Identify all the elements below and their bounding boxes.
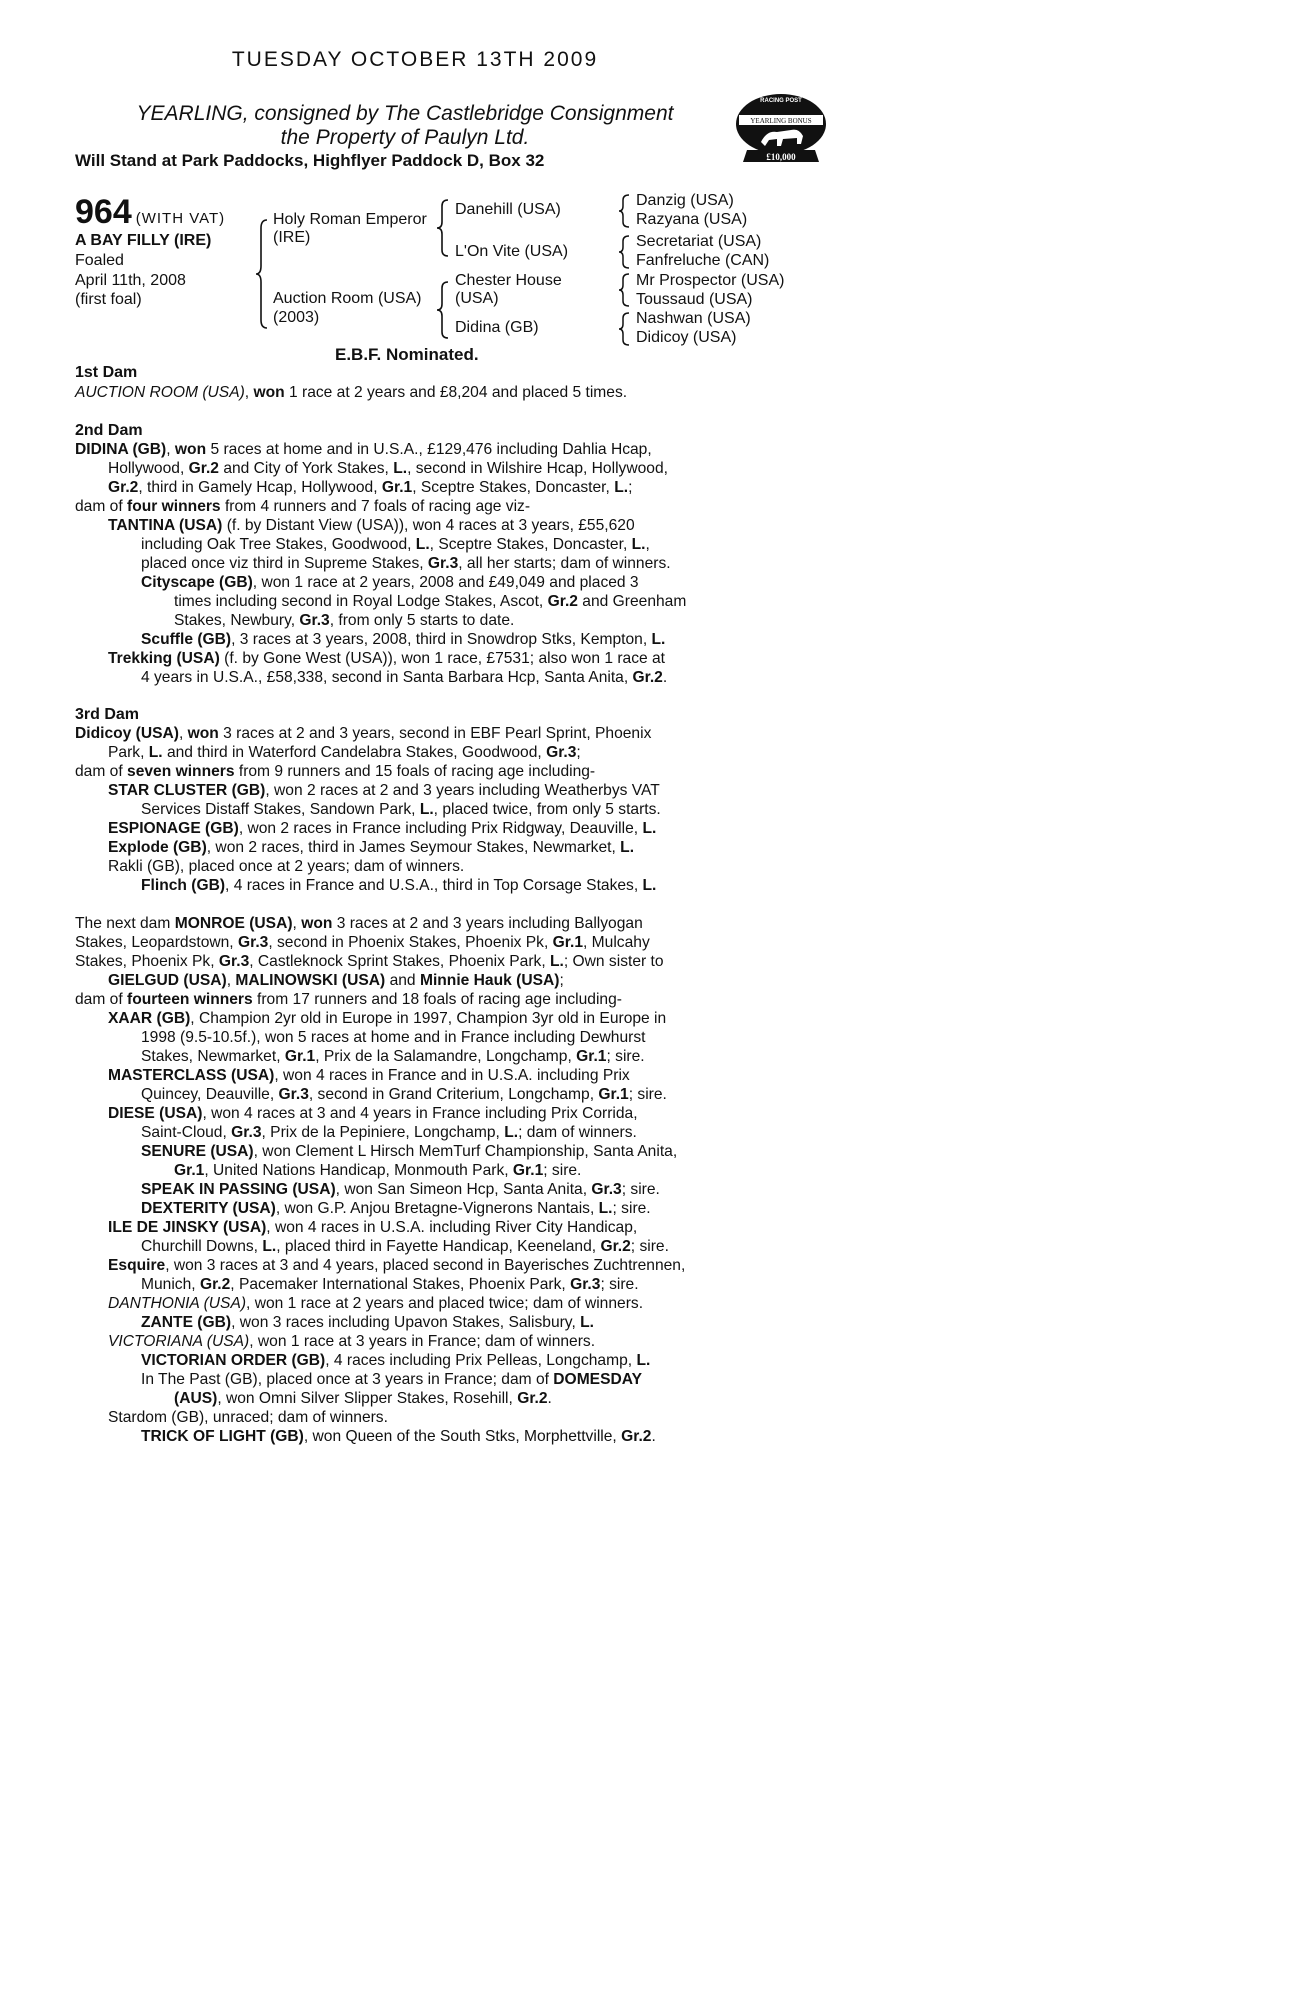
pedigree-dss: Mr Prospector (USA) <box>636 272 785 289</box>
zante-line: ZANTE (GB), won 3 races including Upavon Stakes, Salisbury, L. <box>141 1314 594 1331</box>
cityscape-line1: Cityscape (GB), won 1 race at 2 years, 2008 and £49,049 and placed 3 <box>141 574 639 591</box>
next-dam-produce-summary: dam of fourteen winners from 17 runners and 18 foals of racing age including- <box>75 991 622 1008</box>
trekking-line1: Trekking (USA) (f. by Gone West (USA)), won 1 race, £7531; also won 1 race at <box>108 650 665 667</box>
cityscape-line3: Stakes, Newbury, Gr.3, from only 5 starts to date. <box>174 612 515 629</box>
pedigree-sire-sire: Danehill (USA) <box>455 201 561 218</box>
sale-date: TUESDAY OCTOBER 13TH 2009 <box>231 48 599 71</box>
masterclass-line1: MASTERCLASS (USA), won 4 races in France and in U.S.A. including Prix <box>108 1067 630 1084</box>
next-dam-line2: Stakes, Leopardstown, Gr.3, second in Phoenix Stakes, Phoenix Pk, Gr.1, Mulcahy <box>75 934 650 951</box>
pedigree-sds: Secretariat (USA) <box>636 233 762 250</box>
third-dam-line2: Park, L. and third in Waterford Candelabra Stakes, Goodwood, Gr.3; <box>108 744 581 761</box>
pedigree-dam-sire: Chester House <box>455 272 562 289</box>
victoriana-line: VICTORIANA (USA), won 1 race at 3 years in France; dam of winners. <box>108 1333 596 1350</box>
ile-de-jinsky-line1: ILE DE JINSKY (USA), won 4 races in U.S.A. including River City Handicap, <box>108 1219 638 1236</box>
yearling-bonus-logo <box>733 92 829 164</box>
pedigree-sss: Danzig (USA) <box>636 192 734 209</box>
first-dam-heading: 1st Dam <box>75 364 138 381</box>
badge-mid-text: YEARLING BONUS <box>750 117 812 125</box>
foaled-label: Foaled <box>75 252 124 269</box>
third-dam-produce-summary: dam of seven winners from 9 runners and 15 foals of racing age including- <box>75 763 596 780</box>
second-dam-line1: DIDINA (GB), won 5 races at home and in U.S.A., £129,476 including Dahlia Hcap, <box>75 441 652 458</box>
pedigree-ddd: Didicoy (USA) <box>636 329 737 346</box>
lot-heading-line2: the Property of Paulyn Ltd. <box>280 126 530 149</box>
ebf-nominated: E.B.F. Nominated. <box>335 345 479 364</box>
pedigree-ssd: Razyana (USA) <box>636 211 748 228</box>
pedigree-brace-sd <box>618 234 632 270</box>
rakli-line: Rakli (GB), placed once at 2 years; dam of winners. <box>108 858 465 875</box>
cityscape-line2: times including second in Royal Lodge Stakes, Ascot, Gr.2 and Greenham <box>174 593 687 610</box>
tantina-line1: TANTINA (USA) (f. by Distant View (USA)), won 4 races at 3 years, £55,620 <box>108 517 635 534</box>
pedigree-dam-dam: Didina (GB) <box>455 319 539 336</box>
pedigree-sire-dam: L'On Vite (USA) <box>455 243 569 260</box>
ile-de-jinsky-line2: Churchill Downs, L., placed third in Fayette Handicap, Keeneland, Gr.2; sire. <box>141 1238 669 1255</box>
pedigree-dam-sire-country: (USA) <box>455 290 499 307</box>
in-the-past-line1: In The Past (GB), placed once at 3 years in France; dam of DOMESDAY <box>141 1371 642 1388</box>
second-dam-line2: Hollywood, Gr.2 and City of York Stakes, L., second in Wilshire Hcap, Hollywood, <box>108 460 668 477</box>
foal-note: (first foal) <box>75 291 142 308</box>
danthonia-line: DANTHONIA (USA), won 1 race at 2 years and placed twice; dam of winners. <box>108 1295 644 1312</box>
lot-number: 964 <box>75 193 132 231</box>
first-dam-line: AUCTION ROOM (USA), won 1 race at 2 years and £8,204 and placed 5 times. <box>75 384 628 401</box>
lot-horse-name: A BAY FILLY (IRE) <box>75 232 212 249</box>
masterclass-line2: Quincey, Deauville, Gr.3, second in Grand Criterium, Longchamp, Gr.1; sire. <box>141 1086 667 1103</box>
pedigree-sire: Holy Roman Emperor <box>273 211 427 228</box>
pedigree-brace-dam <box>436 280 452 342</box>
second-dam-heading: 2nd Dam <box>75 422 143 439</box>
second-dam-line3: Gr.2, third in Gamely Hcap, Hollywood, Gr.1, Sceptre Stakes, Doncaster, L.; <box>108 479 633 496</box>
next-dam-siblings: GIELGUD (USA), MALINOWSKI (USA) and Minnie Hauk (USA); <box>108 972 564 989</box>
first-dam-name: AUCTION ROOM (USA) <box>75 384 245 401</box>
trick-of-light-line: TRICK OF LIGHT (GB), won Queen of the South Stks, Morphettville, Gr.2. <box>141 1428 656 1445</box>
senure-line1: SENURE (USA), won Clement L Hirsch MemTurf Championship, Santa Anita, <box>141 1143 678 1160</box>
dexterity-line: DEXTERITY (USA), won G.P. Anjou Bretagne-Vignerons Nantais, L.; sire. <box>141 1200 651 1217</box>
foaled-date: April 11th, 2008 <box>75 272 186 289</box>
star-cluster-line2: Services Distaff Stakes, Sandown Park, L., placed twice, from only 5 starts. <box>141 801 661 818</box>
badge-amount-text: £10,000 <box>766 152 796 162</box>
pedigree-brace-ss <box>618 193 632 229</box>
explode-line: Explode (GB), won 2 races, third in James Seymour Stakes, Newmarket, L. <box>108 839 635 856</box>
third-dam-line1: Didicoy (USA), won 3 races at 2 and 3 years, second in EBF Pearl Sprint, Phoenix <box>75 725 652 742</box>
diese-line2: Saint-Cloud, Gr.3, Prix de la Pepiniere, Longchamp, L.; dam of winners. <box>141 1124 637 1141</box>
trekking-line2: 4 years in U.S.A., £58,338, second in Santa Barbara Hcp, Santa Anita, Gr.2. <box>141 669 668 686</box>
stabling-location: Will Stand at Park Paddocks, Highflyer Paddock D, Box 32 <box>75 151 545 170</box>
xaar-line2: 1998 (9.5-10.5f.), won 5 races at home and in France including Dewhurst <box>141 1029 646 1046</box>
scuffle-line: Scuffle (GB), 3 races at 3 years, 2008, third in Snowdrop Stks, Kempton, L. <box>141 631 666 648</box>
flinch-line: Flinch (GB), 4 races in France and U.S.A., third in Top Corsage Stakes, L. <box>141 877 657 894</box>
stardom-line: Stardom (GB), unraced; dam of winners. <box>108 1409 388 1426</box>
victorian-order-line: VICTORIAN ORDER (GB), 4 races including Prix Pelleas, Longchamp, L. <box>141 1352 651 1369</box>
senure-line2: Gr.1, United Nations Handicap, Monmouth Park, Gr.1; sire. <box>174 1162 582 1179</box>
next-dam-line3: Stakes, Phoenix Pk, Gr.3, Castleknock Sprint Stakes, Phoenix Park, L.; Own sister to <box>75 953 664 970</box>
next-dam-line1: The next dam MONROE (USA), won 3 races at 2 and 3 years including Ballyogan <box>75 915 643 932</box>
tantina-line2: including Oak Tree Stakes, Goodwood, L., Sceptre Stakes, Doncaster, L., <box>141 536 650 553</box>
pedigree-dds: Nashwan (USA) <box>636 310 751 327</box>
xaar-line3: Stakes, Newmarket, Gr.1, Prix de la Salamandre, Longchamp, Gr.1; sire. <box>141 1048 645 1065</box>
speak-in-passing-line: SPEAK IN PASSING (USA), won San Simeon Hcp, Santa Anita, Gr.3; sire. <box>141 1181 660 1198</box>
tantina-line3: placed once viz third in Supreme Stakes, Gr.3, all her starts; dam of winners. <box>141 555 671 572</box>
pedigree-brace-dd <box>618 311 632 347</box>
esquire-line1: Esquire, won 3 races at 3 and 4 years, placed second in Bayerisches Zuchtrennen, <box>108 1257 686 1274</box>
lot-number-block <box>75 193 225 232</box>
diese-line1: DIESE (USA), won 4 races at 3 and 4 years in France including Prix Corrida, <box>108 1105 638 1122</box>
espionage-line: ESPIONAGE (GB), won 2 races in France including Prix Ridgway, Deauville, L. <box>108 820 657 837</box>
xaar-line1: XAAR (GB), Champion 2yr old in Europe in 1997, Champion 3yr old in Europe in <box>108 1010 667 1027</box>
second-dam-produce-summary: dam of four winners from 4 runners and 7 foals of racing age viz- <box>75 498 531 515</box>
pedigree-dam: Auction Room (USA) <box>273 290 422 307</box>
third-dam-heading: 3rd Dam <box>75 706 140 723</box>
pedigree-brace-sire <box>436 198 452 260</box>
esquire-line2: Munich, Gr.2, Pacemaker International Stakes, Phoenix Park, Gr.3; sire. <box>141 1276 639 1293</box>
pedigree-sdd: Fanfreluche (CAN) <box>636 252 770 269</box>
pedigree-dsd: Toussaud (USA) <box>636 291 753 308</box>
pedigree-dam-year: (2003) <box>273 309 320 326</box>
pedigree-brace-ds <box>618 272 632 308</box>
lot-heading-line1: YEARLING, consigned by The Castlebridge Consignment <box>136 102 674 125</box>
star-cluster-line1: STAR CLUSTER (GB), won 2 races at 2 and 3 years including Weatherbys VAT <box>108 782 660 799</box>
in-the-past-line2: (AUS), won Omni Silver Slipper Stakes, Rosehill, Gr.2. <box>174 1390 552 1407</box>
vat-note: (WITH VAT) <box>135 210 226 227</box>
pedigree-brace-main <box>255 218 271 330</box>
badge-top-text: RACING POST <box>760 98 802 104</box>
pedigree-sire-country: (IRE) <box>273 229 311 246</box>
